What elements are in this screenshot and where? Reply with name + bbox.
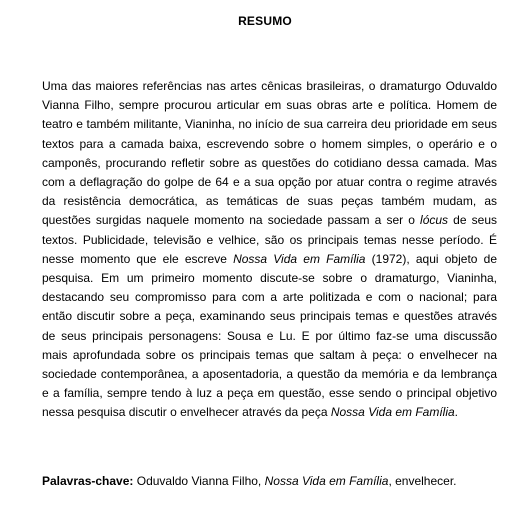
keyword-text: , envelhecer. <box>388 474 457 488</box>
paragraph-line <box>42 154 497 173</box>
text-segment: sociedade contemporânea, a aposentadoria, a questão da memória e da lembrança <box>42 367 497 382</box>
text-segment: nessa pesquisa discutir o envelhecer através da peça <box>42 405 331 420</box>
text-segment: . <box>454 405 459 420</box>
text-segment: questões surgidas naquele momento na sociedade passam a ser o <box>42 213 421 228</box>
paragraph-line <box>42 231 497 250</box>
paragraph-line <box>42 346 497 365</box>
text-segment: nesse momento que ele escreve <box>42 251 234 266</box>
text-segment: então discutir sobre a peça, examinando seus principais temas e questões através <box>42 309 497 324</box>
text-segment: Uma das maiores referências nas artes cênicas brasileiras, o dramaturgo Oduvaldo <box>42 79 497 93</box>
text-segment: Vianna Filho, sempre procurou articular em suas obras arte e política. Homem de <box>42 98 497 113</box>
paragraph-line <box>42 403 497 422</box>
paragraph-line <box>42 307 497 326</box>
paragraph-line <box>42 96 497 115</box>
text-segment: textos. Publicidade, televisão e velhice, são os principais temas nesse período. É <box>42 232 497 247</box>
text-segment: de seus principais personagens: Sousa e Lu. E por último faz-se uma discussão <box>42 328 497 343</box>
text-segment: mais aprofundada sobre os principais temas que saltam à peça: o envelhecer na <box>42 347 497 362</box>
italic-text: Nossa Vida em Família <box>233 251 366 266</box>
paragraph-line <box>42 288 497 307</box>
text-segment: com a deflagração do golpe de 64 e a sua opção por atuar contra o regime através <box>42 175 497 190</box>
italic-text: Nossa Vida em Família <box>330 405 455 420</box>
paragraph-line <box>42 365 497 384</box>
abstract-body <box>42 77 497 423</box>
keywords-line <box>42 473 497 489</box>
text-segment: textos para a camada baixa, escrevendo sobre o homem simples, o operário e o <box>42 136 497 151</box>
paragraph-line <box>42 192 497 211</box>
paragraph-line <box>42 327 497 346</box>
text-segment: (1972), aqui objeto de <box>365 251 497 266</box>
italic-text: lócus <box>420 213 449 228</box>
paragraph-line <box>42 269 497 288</box>
text-segment: e a família, sempre tendo à luz a peça em questão, esse sendo o principal objetivo <box>42 386 497 401</box>
keywords-list <box>133 474 456 488</box>
text-segment: teatro e também militante, Vianinha, no início de sua carreira deu prioridade em seus <box>42 117 497 132</box>
abstract-title: RESUMO <box>238 14 292 28</box>
paragraph-line <box>42 211 497 230</box>
text-segment: de seus <box>448 213 497 228</box>
text-segment: camponês, procurando refletir sobre as questões do cotidiano dessa camada. Mas <box>42 155 497 170</box>
paragraph-line <box>42 115 497 134</box>
paragraph-line <box>42 384 497 403</box>
text-segment: destacando seu compromisso para com a arte politizada e com o nacional; para <box>42 290 497 305</box>
text-segment: da resistência democrática, as temáticas de suas peças também mudam, as <box>42 194 497 209</box>
keyword-italic: Nossa Vida em Família <box>264 474 389 488</box>
paragraph-line <box>42 250 497 269</box>
paragraph-line <box>42 173 497 192</box>
paragraph-line <box>42 77 497 96</box>
keywords-label: Palavras-chave: <box>42 474 134 488</box>
text-segment: pesquisa. Em um primeiro momento discute-se sobre o dramaturgo, Vianinha, <box>42 271 497 286</box>
paragraph-line <box>42 135 497 154</box>
keyword-text: Oduvaldo Vianna Filho, <box>133 474 265 488</box>
